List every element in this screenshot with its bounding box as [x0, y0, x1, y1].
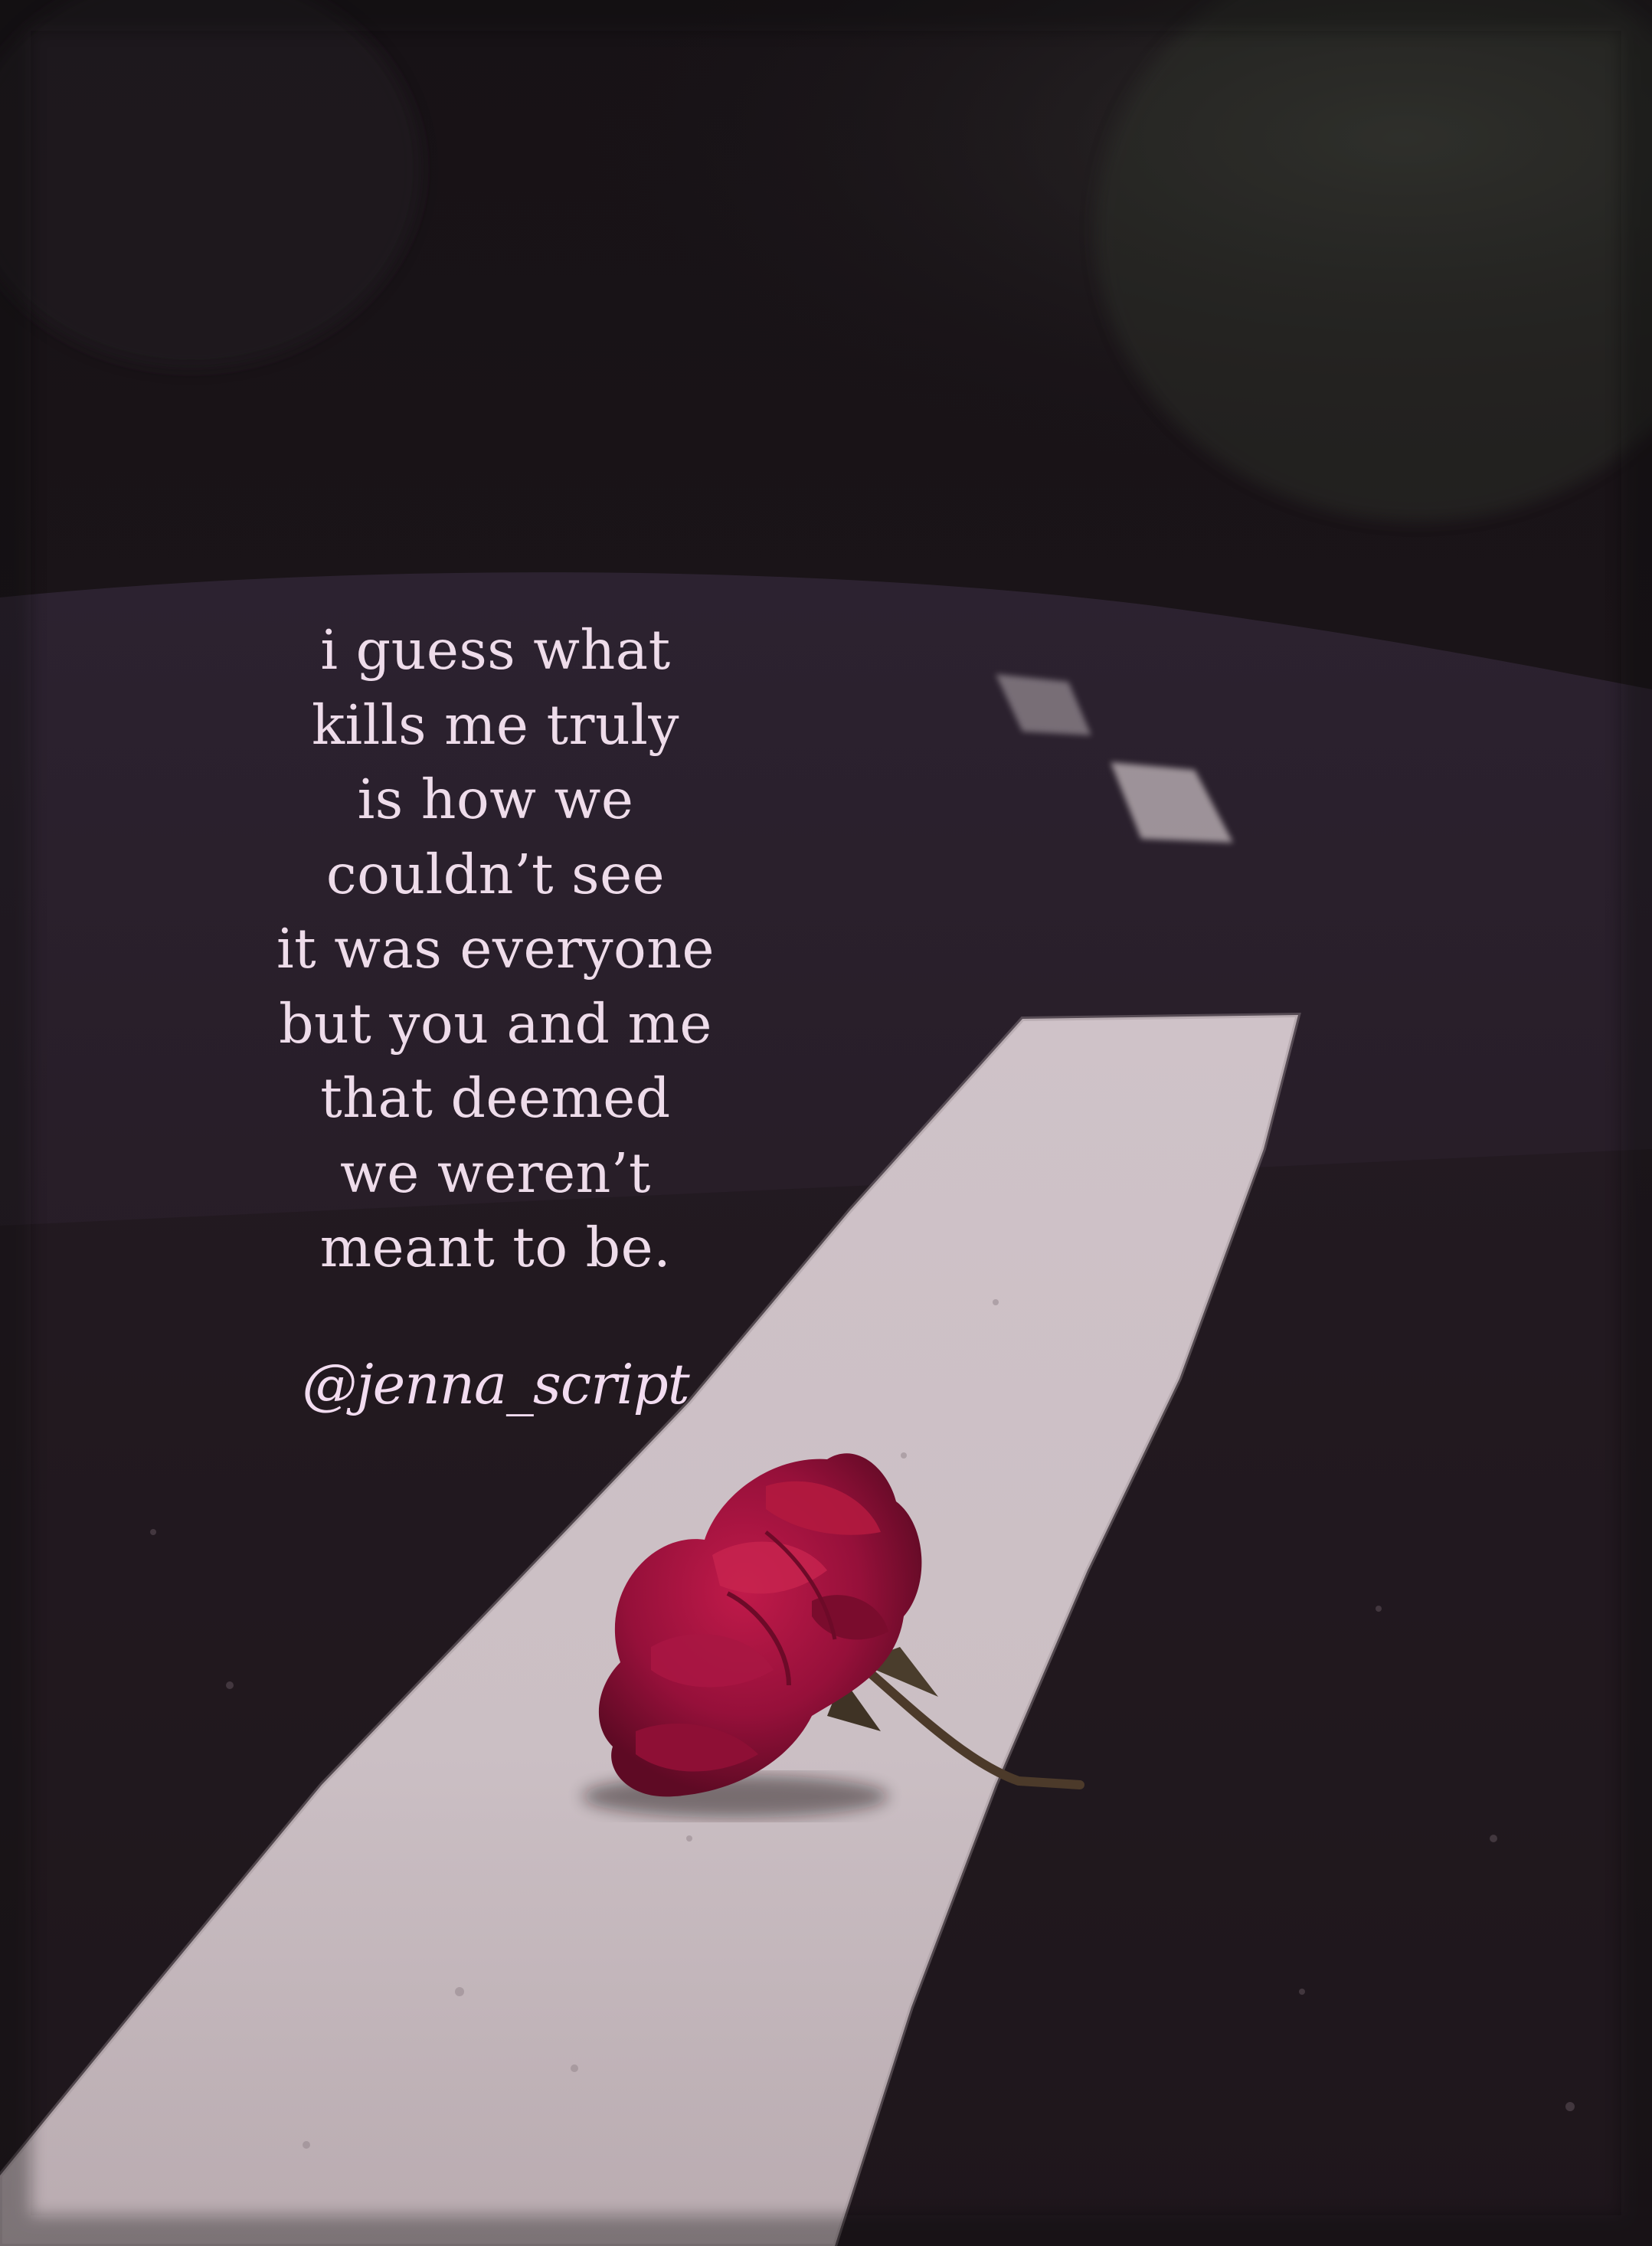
poem-text: [189, 613, 802, 1285]
poem-line: we weren’t: [340, 1141, 651, 1205]
poem-line: i guess what: [320, 618, 671, 682]
poem-line: it was everyone: [276, 917, 715, 981]
poem-line: that deemed: [320, 1066, 671, 1130]
poem-line: couldn’t see: [325, 842, 666, 906]
author-handle: @jenna_script: [302, 1352, 689, 1416]
poem-line: but you and me: [279, 991, 712, 1056]
poem-line: meant to be.: [319, 1216, 672, 1279]
poem-line: kills me truly: [311, 692, 680, 757]
poem-line: is how we: [357, 768, 634, 831]
